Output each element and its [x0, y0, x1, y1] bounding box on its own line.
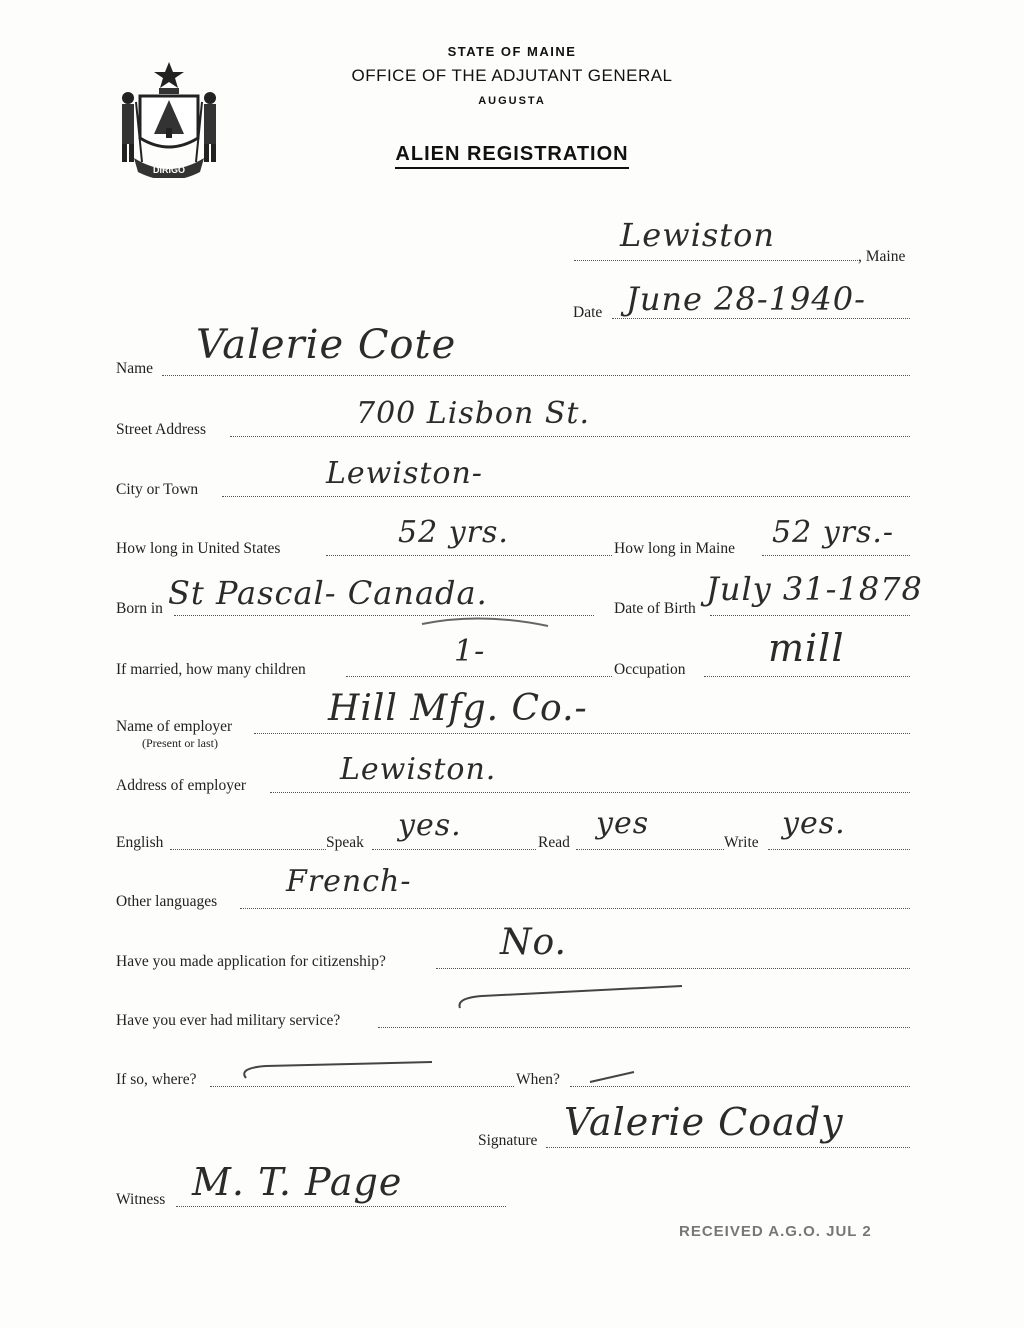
read-value: yes	[596, 806, 650, 841]
military-dash-stroke	[452, 984, 688, 1018]
header-office: OFFICE OF THE ADJUTANT GENERAL	[351, 66, 673, 85]
children-line	[346, 676, 612, 677]
speak-label: Speak	[326, 834, 364, 851]
write-value: yes.	[782, 806, 846, 841]
date-line	[612, 318, 910, 319]
witness-line	[176, 1206, 506, 1207]
street-address-label: Street Address	[116, 421, 206, 438]
born-in-value: St Pascal- Canada.	[168, 574, 488, 612]
underline-stroke	[420, 614, 550, 630]
signature-label: Signature	[478, 1132, 538, 1149]
maine-label: , Maine	[858, 248, 906, 265]
employer-value: Hill Mfg. Co.-	[328, 688, 588, 729]
occupation-line	[704, 676, 910, 677]
employer-address-label: Address of employer	[116, 777, 246, 794]
children-label: If married, how many children	[116, 661, 306, 678]
other-languages-value: French-	[286, 864, 412, 899]
when-line	[570, 1086, 910, 1087]
date-value: June 28-1940-	[626, 280, 866, 318]
how-long-us-value: 52 yrs.	[398, 515, 509, 550]
employer-address-value: Lewiston.	[340, 752, 497, 787]
how-long-maine-label: How long in Maine	[614, 540, 735, 557]
write-label: Write	[724, 834, 759, 851]
name-line	[162, 375, 910, 376]
children-value: 1-	[454, 634, 486, 669]
write-line	[768, 849, 910, 850]
city-value: Lewiston-	[326, 456, 483, 491]
citizenship-label: Have you made application for citizenship?	[116, 953, 386, 970]
seal-ribbon-text: DIRIGO	[152, 165, 186, 175]
witness-label: Witness	[116, 1191, 166, 1208]
date-of-birth-line	[710, 615, 910, 616]
name-value: Valerie Cote	[196, 322, 457, 368]
military-label: Have you ever had military service?	[116, 1012, 341, 1029]
how-long-maine-value: 52 yrs.-	[772, 515, 895, 550]
street-address-value: 700 Lisbon St.	[356, 396, 590, 431]
form-title: ALIEN REGISTRATION	[0, 143, 1024, 166]
street-address-line	[230, 436, 910, 437]
read-line	[576, 849, 724, 850]
read-label: Read	[538, 834, 570, 851]
date-label: Date	[573, 304, 603, 321]
english-line	[170, 849, 326, 850]
city-line	[222, 496, 910, 497]
employer-line	[254, 733, 910, 734]
other-languages-label: Other languages	[116, 893, 218, 910]
citizenship-value: No.	[500, 922, 567, 963]
born-in-label: Born in	[116, 600, 163, 617]
header-state: STATE OF MAINE	[447, 44, 577, 59]
other-languages-line	[240, 908, 910, 909]
date-of-birth-label: Date of Birth	[614, 600, 696, 617]
employer-note: (Present or last)	[142, 736, 218, 750]
where-label: If so, where?	[116, 1071, 197, 1088]
witness-value: M. T. Page	[192, 1160, 403, 1204]
speak-line	[372, 849, 536, 850]
when-label: When?	[516, 1071, 560, 1088]
employer-address-line	[270, 792, 910, 793]
occupation-label: Occupation	[614, 661, 686, 678]
employer-label: Name of employer	[116, 718, 233, 735]
signature-value: Valerie Coady	[564, 1100, 844, 1144]
town-line	[574, 260, 860, 261]
name-label: Name	[116, 360, 154, 377]
occupation-value: mill	[768, 626, 845, 670]
how-long-maine-line	[762, 555, 910, 556]
citizenship-line	[436, 968, 910, 969]
signature-line	[546, 1147, 910, 1148]
military-line	[378, 1027, 910, 1028]
english-label: English	[116, 834, 164, 851]
where-line	[210, 1086, 514, 1087]
where-dash-stroke	[236, 1058, 436, 1084]
speak-value: yes.	[398, 808, 462, 843]
how-long-us-line	[326, 555, 612, 556]
how-long-us-label: How long in United States	[116, 540, 281, 557]
date-of-birth-value: July 31-1878	[706, 570, 923, 608]
town-value: Lewiston	[620, 216, 775, 254]
when-dash-stroke	[588, 1068, 638, 1086]
city-label: City or Town	[116, 481, 199, 498]
received-stamp: RECEIVED A.G.O. JUL 2	[679, 1223, 872, 1240]
header-city: AUGUSTA	[478, 95, 546, 107]
